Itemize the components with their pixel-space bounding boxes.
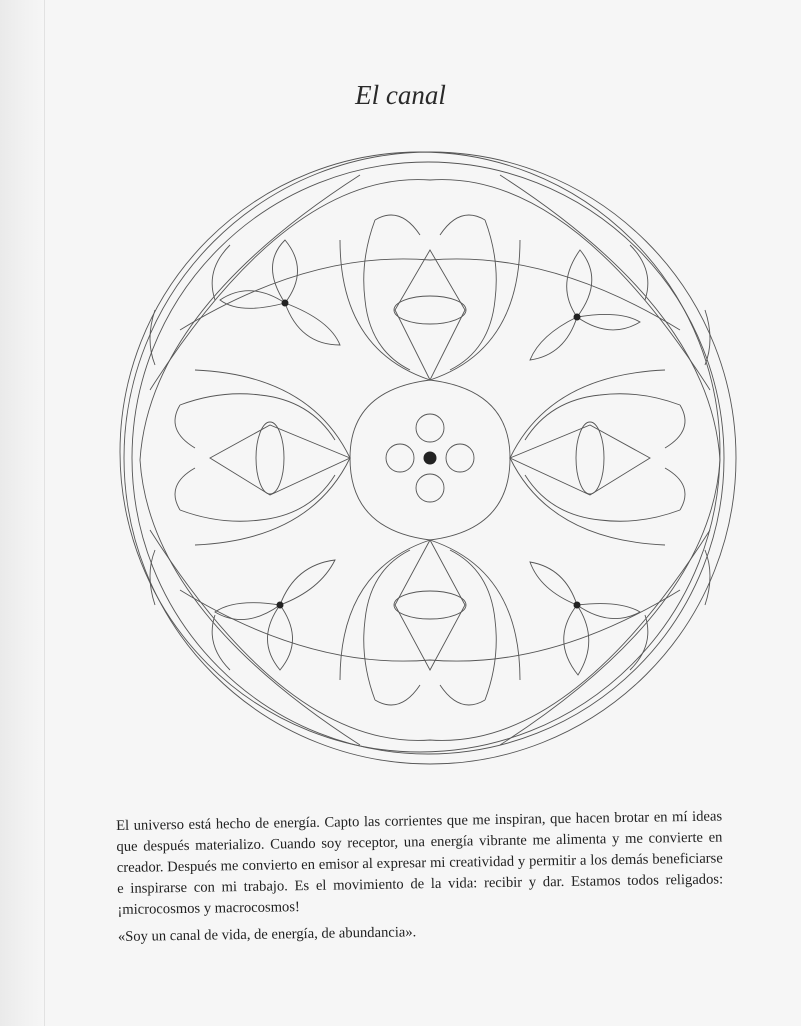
mandala-dots xyxy=(277,300,581,609)
mandala-dot xyxy=(282,300,289,307)
book-gutter xyxy=(0,0,45,1026)
mandala-dot xyxy=(277,602,284,609)
mandala-left-cone xyxy=(175,370,350,545)
mandala-dot xyxy=(574,314,581,321)
mandala-top-cone xyxy=(340,215,520,380)
mandala-illustration xyxy=(110,150,740,780)
mandala-right-cone xyxy=(510,370,685,545)
quote: «Soy un canal de vida, de energía, de abundancia». xyxy=(117,924,417,945)
page-title: El canal xyxy=(355,80,446,110)
mandala-center-dot xyxy=(424,452,437,465)
body-paragraph: El universo está hecho de energía. Capto las corrientes que me inspiran, que hacen brotar en mí ideas que después materializo. Cuando soy receptor, una energía vibrante me alimenta y me convierte en creador. Después me convierto en emisor al expresar mi creatividad y permitir a los demás beneficiarse e inspirarse con mi trabajo. Es el movimiento de la vida: recibir y dar. Estamos todos religados: ¡microcosmos y macrocosmos! xyxy=(116,808,724,918)
mandala-bottom-cone xyxy=(340,540,520,705)
body-text xyxy=(116,806,724,954)
mandala-dot xyxy=(574,602,581,609)
